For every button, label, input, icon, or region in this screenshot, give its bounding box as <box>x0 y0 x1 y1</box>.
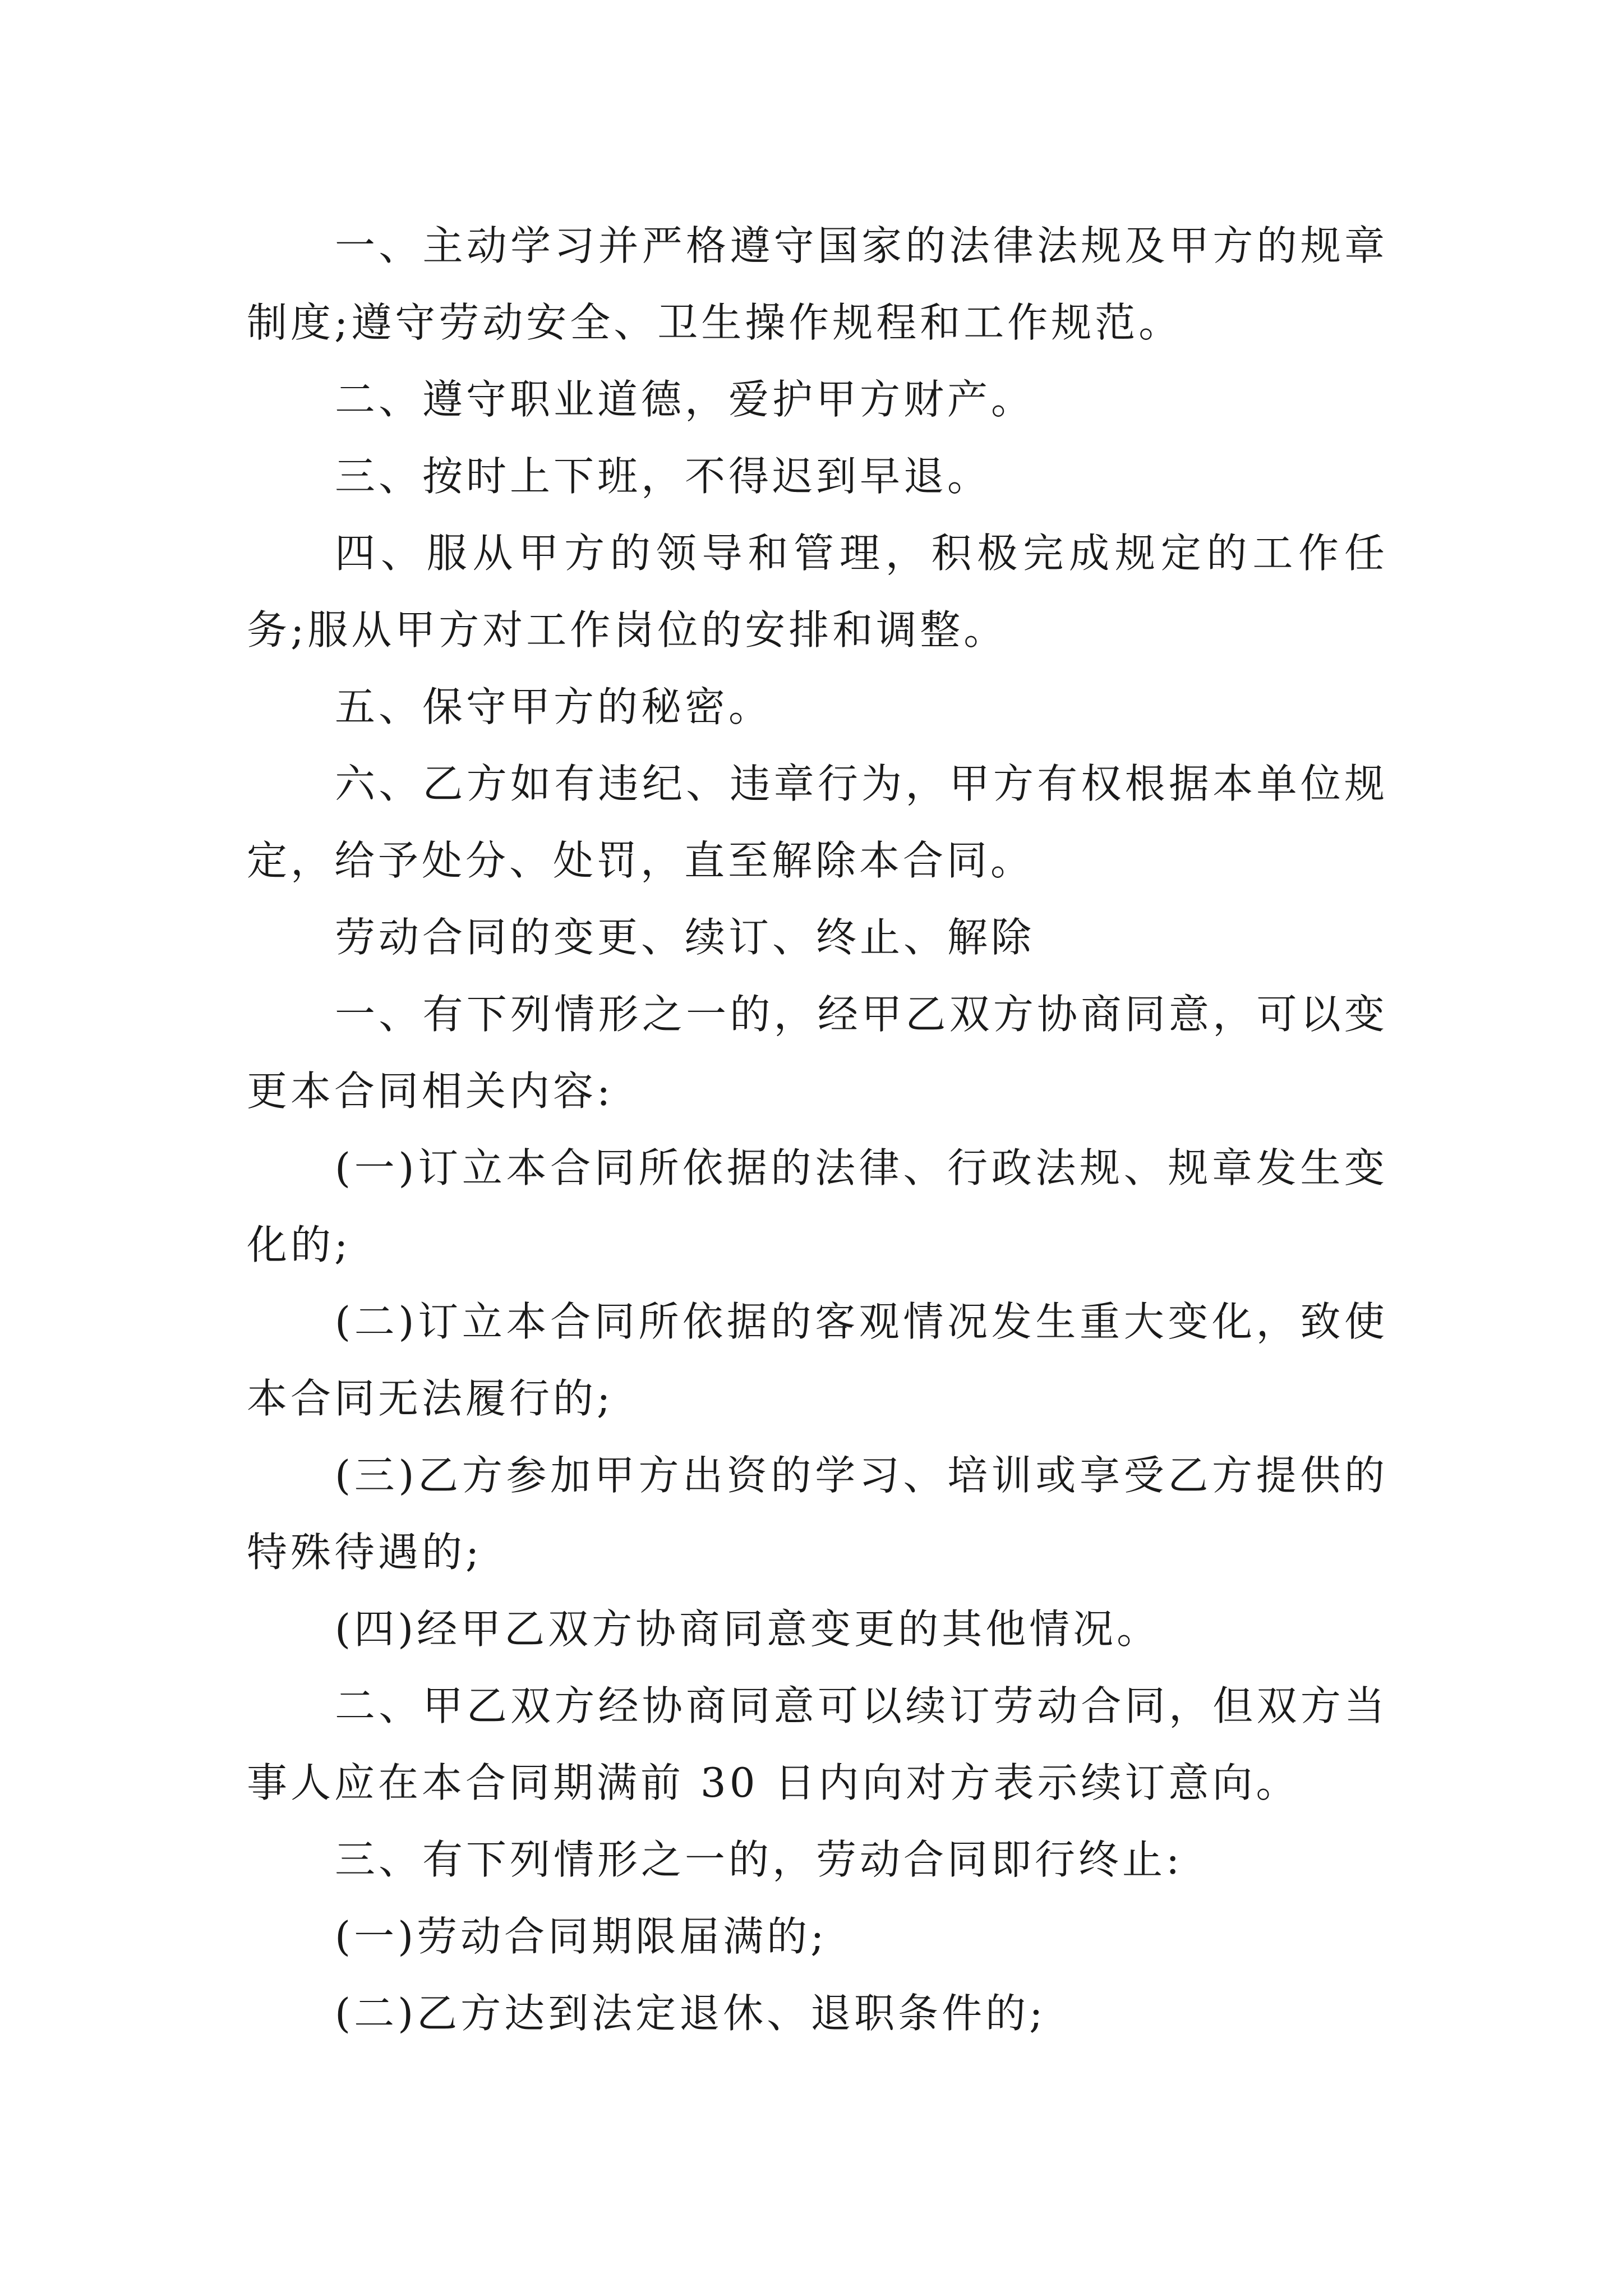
paragraph-10: (二)订立本合同所依据的客观情况发生重大变化，致使本合同无法履行的; <box>247 1298 1388 1422</box>
paragraph-9: (一)订立本合同所依据的法律、行政法规、规章发生变化的; <box>247 1144 1388 1268</box>
section-heading: 劳动合同的变更、续订、终止、解除 <box>335 914 1035 961</box>
paragraph-12: (四)经甲乙双方协商同意变更的其他情况。 <box>335 1605 1161 1653</box>
paragraph-16: (二)乙方达到法定退休、退职条件的; <box>335 1990 1046 2037</box>
paragraph-14: 三、有下列情形之一的，劳动合同即行终止: <box>335 1836 1183 1883</box>
paragraph-2: 二、遵守职业道德，爱护甲方财产。 <box>335 376 1035 423</box>
paragraph-11: (三)乙方参加甲方出资的学习、培训或享受乙方提供的特殊待遇的; <box>247 1452 1388 1576</box>
document-body <box>247 208 1388 2052</box>
paragraph-5: 五、保守甲方的秘密。 <box>335 683 773 730</box>
paragraph-15: (一)劳动合同期限届满的; <box>335 1913 828 1960</box>
paragraph-6: 六、乙方如有违纪、违章行为，甲方有权根据本单位规定，给予处分、处罚，直至解除本合同。 <box>247 760 1388 884</box>
paragraph-8: 一、有下列情形之一的，经甲乙双方协商同意，可以变更本合同相关内容: <box>247 991 1388 1115</box>
paragraph-3: 三、按时上下班，不得迟到早退。 <box>335 453 992 500</box>
paragraph-4: 四、服从甲方的领导和管理，积极完成规定的工作任务;服从甲方对工作岗位的安排和调整。 <box>247 530 1388 654</box>
paragraph-1: 一、主动学习并严格遵守国家的法律法规及甲方的规章制度;遵守劳动安全、卫生操作规程和工作规范。 <box>247 222 1388 346</box>
paragraph-13: 二、甲乙双方经协商同意可以续订劳动合同，但双方当事人应在本合同期满前 30 日内向对方表示续订意向。 <box>247 1682 1388 1806</box>
